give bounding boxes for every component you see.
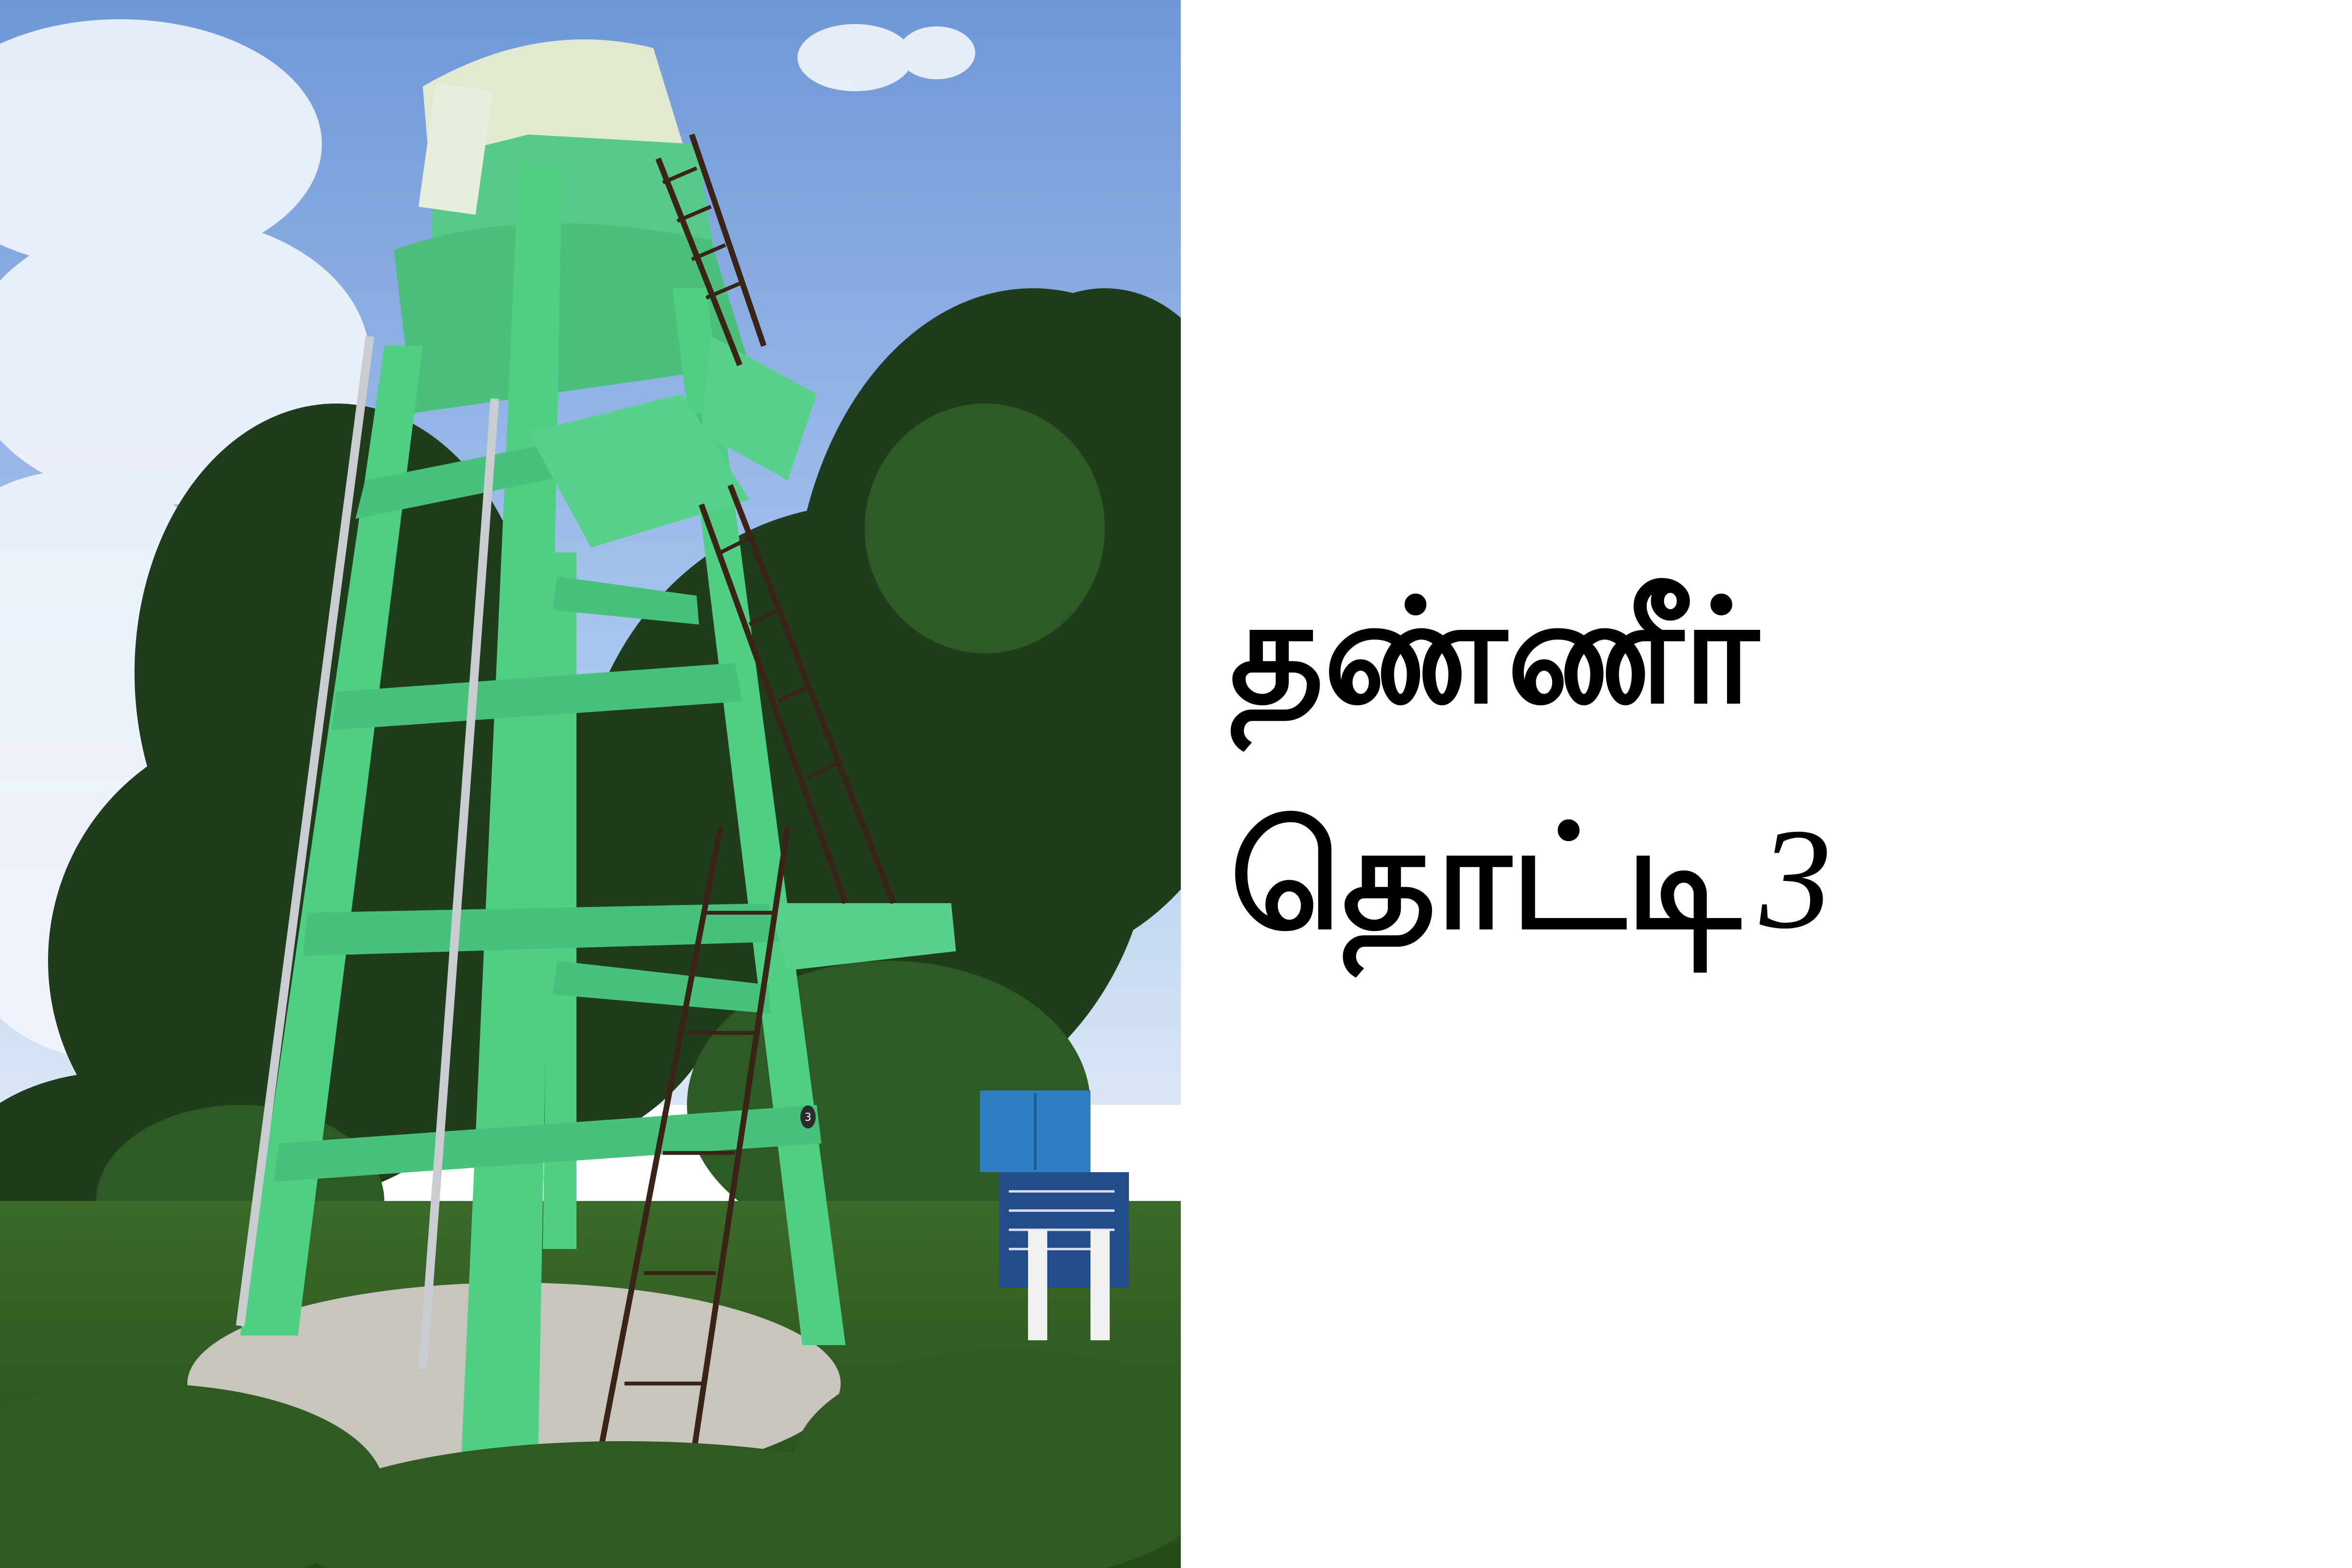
- caption-number: 3: [1760, 799, 1832, 958]
- caption-line-2: [1230, 764, 2335, 992]
- caption: [1230, 538, 2335, 992]
- caption-line-1: [1230, 538, 2335, 764]
- tower-number: 3: [805, 1112, 811, 1124]
- caption-word-tank: தொட்டி: [1230, 792, 1741, 961]
- caption-word-water: தண்ணீர்: [1230, 566, 1759, 735]
